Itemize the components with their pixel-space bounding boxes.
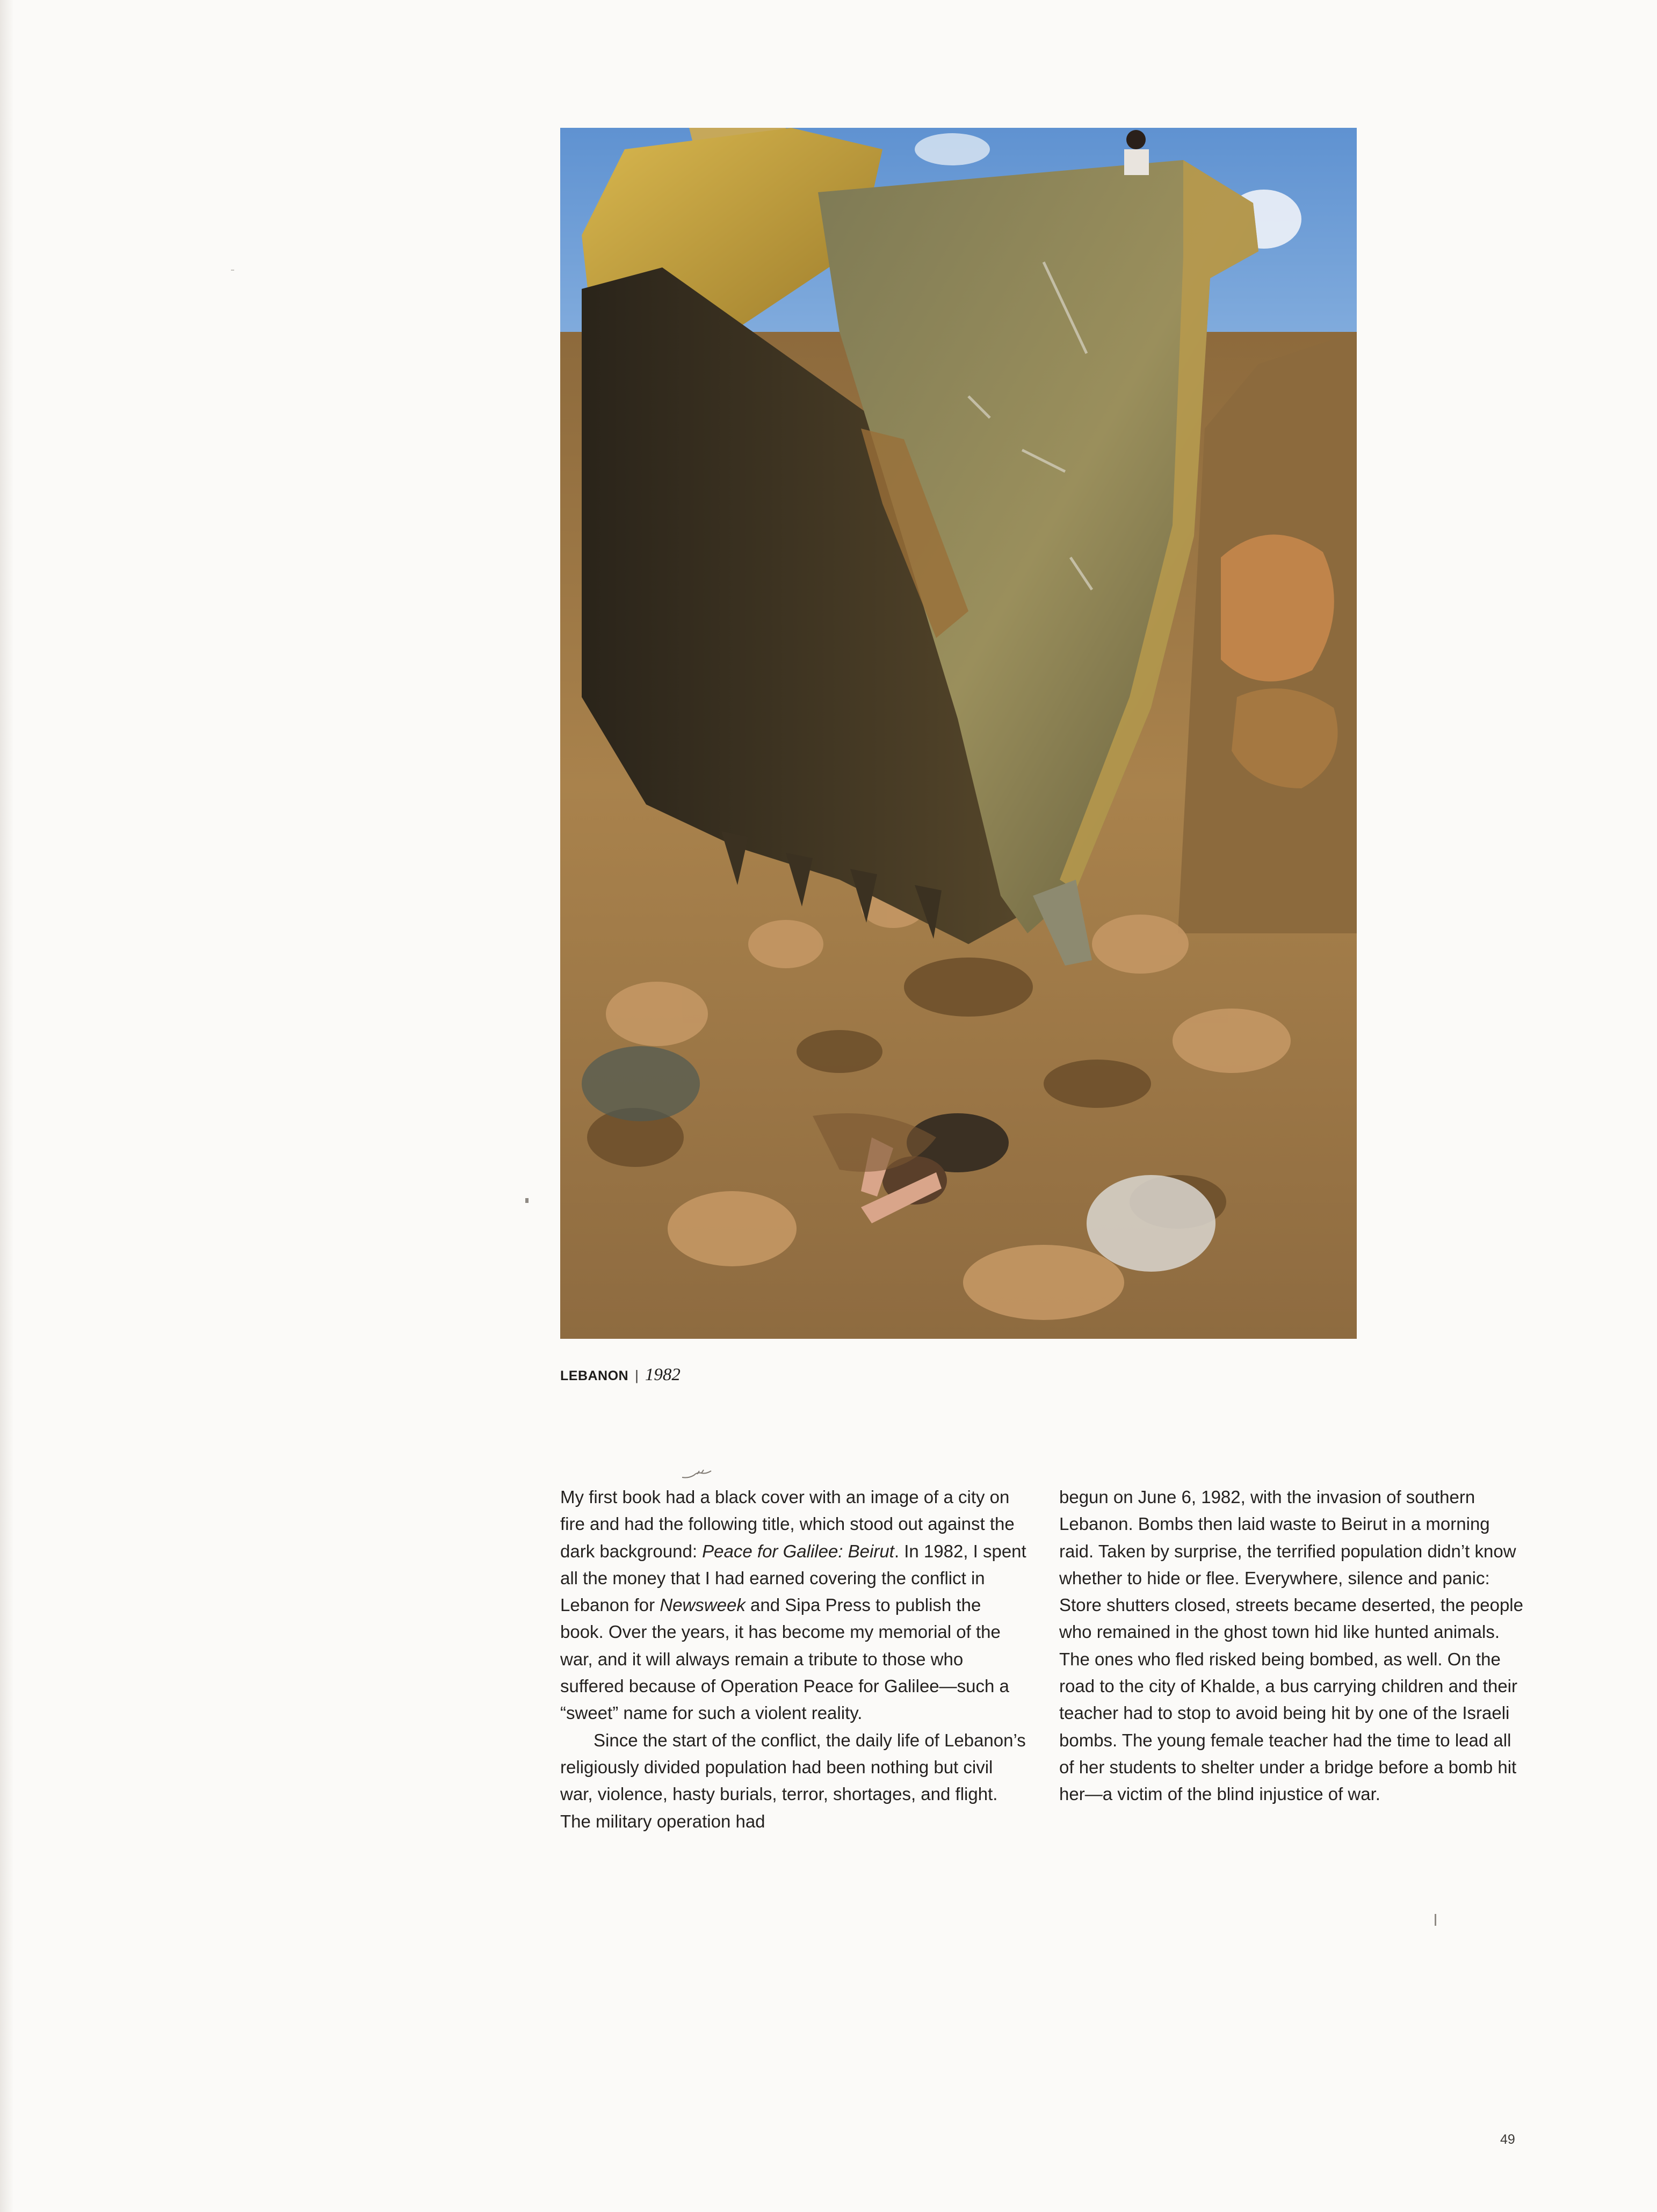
flourish-ornament-icon bbox=[681, 1469, 712, 1481]
photo-excavator-bucket bbox=[560, 128, 1357, 1339]
body-text: My first book had a black cover with an image of a city on fire and had the following title, which stood out against the dark background: bbox=[560, 1487, 1015, 1561]
scan-speck bbox=[1435, 1914, 1436, 1926]
caption-place: LEBANON bbox=[560, 1368, 629, 1383]
caption-year: 1982 bbox=[645, 1365, 681, 1384]
photograph-excavator-bucket-icon bbox=[560, 128, 1357, 1339]
scan-speck bbox=[525, 1198, 529, 1203]
scan-speck bbox=[231, 270, 234, 271]
book-title: Peace for Galilee: Beirut bbox=[702, 1541, 894, 1561]
magazine-name: Newsweek bbox=[660, 1595, 746, 1615]
body-paragraph-1 bbox=[560, 1484, 1028, 1727]
photo-caption bbox=[560, 1363, 681, 1387]
page-number: 49 bbox=[1500, 2132, 1515, 2147]
body-text: . In 1982, I spent all the money that I had earned covering the conflict in Lebanon for bbox=[560, 1541, 1026, 1615]
body-paragraph-3: begun on June 6, 1982, with the invasion of southern Lebanon. Bombs then laid waste to Beirut in a morning raid. Taken by surprise, the terrified population didn’t know whether to hide or flee. Everywhere, silence and panic: Store shutters closed, streets became deserted, the people who remained in the ghost town hid like hunted animals. The ones who fled risked being bombed, as well. On the road to the city of Khalde, a bus carrying children and their teacher had to stop to avoid being hit by one of the Israeli bombs. The young female teacher had the time to lead all of her students to shelter under a bridge before a bomb hit her—a victim of the blind injustice of war. bbox=[1059, 1487, 1523, 1804]
caption-separator: | bbox=[635, 1367, 639, 1383]
body-column-right bbox=[1059, 1484, 1526, 1808]
page-gutter-shadow bbox=[0, 0, 14, 2212]
body-text: and Sipa Press to publish the book. Over the years, it has become my memorial of the war, and it will always remain a tribute to those who suffered because of Operation Peace for Galilee—such a “sweet” name for such a violent reality. bbox=[560, 1595, 1009, 1723]
body-paragraph-2: Since the start of the conflict, the daily life of Lebanon’s religiously divided population had been nothing but civil war, violence, hasty burials, terror, shortages, and flight. The military operation had bbox=[560, 1730, 1026, 1831]
body-column-left bbox=[560, 1484, 1028, 1835]
